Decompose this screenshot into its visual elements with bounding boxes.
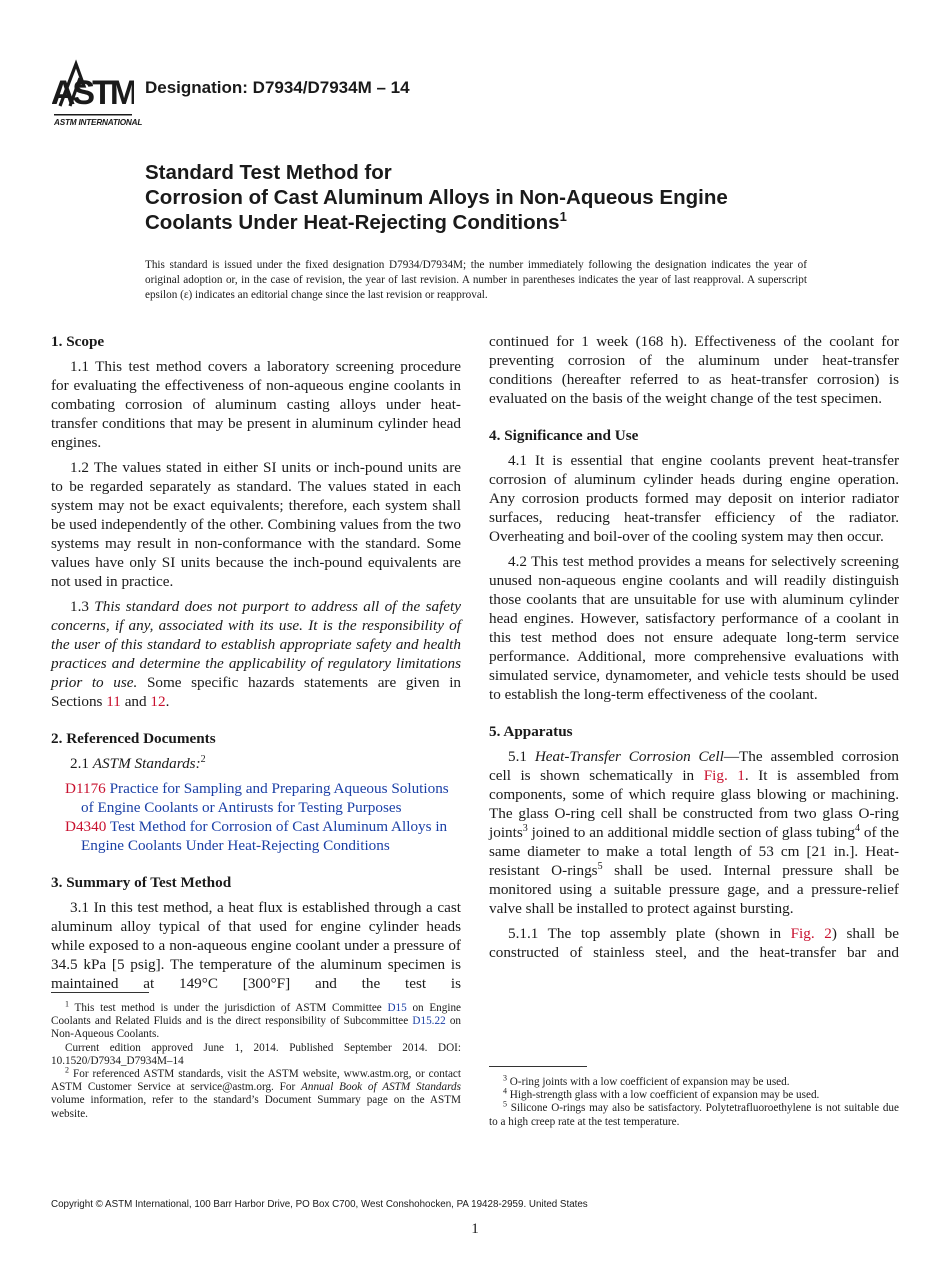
and-word: and xyxy=(124,693,147,710)
left-column xyxy=(51,332,461,999)
fig-2-link[interactable]: Fig. 2 xyxy=(790,925,832,942)
para-1-3-num: 1.3 xyxy=(70,598,89,615)
ref-d4340-code[interactable]: D4340 xyxy=(65,818,107,835)
footnote-2-mark-bottom: 2 xyxy=(65,1065,69,1075)
footnotes-right xyxy=(489,1073,899,1129)
footnote-rule-left xyxy=(51,992,149,993)
fig-1-link[interactable]: Fig. 1 xyxy=(703,767,745,784)
period: . xyxy=(165,693,170,710)
footnote-5-text: Silicone O-rings may also be satisfactory. Polytetrafluoroethylene is not suitable due to a high creep rate at the test temperature. xyxy=(489,1102,899,1128)
subcommittee-d15-22-link[interactable]: D15.22 xyxy=(412,1015,446,1028)
para-2-1-num: 2.1 xyxy=(70,755,89,772)
section-3-heading: 3. Summary of Test Method xyxy=(51,874,232,891)
para-5-1-1-text-a: 5.1.1 The top assembly plate (shown in xyxy=(508,925,782,942)
footnote-1-text-c: on Non-Aqueous Coolants. xyxy=(51,1015,462,1041)
title-line-1: Standard Test Method for xyxy=(145,161,392,184)
page-number: 1 xyxy=(471,1221,479,1237)
para-1-3 xyxy=(51,597,461,711)
para-5-1-text-d: of the same diameter to make a total length of 53 cm [21 in.]. Heat-resistant O-rings xyxy=(489,824,899,879)
footnote-1-mark: 1 xyxy=(65,999,69,1009)
title-line-2: Corrosion of Cast Aluminum Alloys in Non-Aqueous Engine xyxy=(145,186,728,209)
footnotes-left xyxy=(51,999,462,1121)
footnote-2-italic: Annual Book of ASTM Standards xyxy=(301,1081,461,1094)
footnote-3-text: O-ring joints with a low coefficient of expansion may be used. xyxy=(509,1076,790,1088)
footnote-5-mark: 5 xyxy=(503,1099,507,1109)
footnote-1 xyxy=(51,999,462,1042)
ref-d1176-title[interactable]: Practice for Sampling and Preparing Aqueous Solutions of Engine Coolants or Antirusts for Testing Purposes xyxy=(81,780,449,816)
logo-wordmark: ASTM INTERNATIONAL xyxy=(54,118,143,127)
ref-d1176 xyxy=(51,779,461,817)
footnote-2-text-b: volume information, refer to the standard’s Document Summary page on the ASTM website. xyxy=(51,1094,461,1120)
title-line-3 xyxy=(145,210,865,235)
section-11-link[interactable]: 11 xyxy=(106,693,121,710)
footnote-5-ref: 5 xyxy=(597,860,603,872)
para-5-1-text-a: —The assembled corrosion cell is shown schematically in xyxy=(489,748,899,784)
footnote-1-text-b: on Engine Coolants and Related Fluids and is the direct responsibility of Subcommittee xyxy=(51,1002,462,1028)
para-5-1-num: 5.1 xyxy=(508,748,527,765)
section-1-heading: 1. Scope xyxy=(51,333,105,350)
section-5-heading: 5. Apparatus xyxy=(489,723,573,740)
para-5-1 xyxy=(489,747,899,918)
document-title xyxy=(145,160,865,235)
title-line-3-text: Coolants Under Heat-Rejecting Conditions xyxy=(145,211,560,234)
para-3-1-continued: continued for 1 week (168 h). Effectiveness of the coolant for preventing corrosion of the aluminum under heat-transfer conditions (hereafter referred to as heat-transfer corrosion) is evaluated on the basis of the weight change of the test specimen. xyxy=(489,333,899,407)
footnote-5 xyxy=(489,1099,899,1128)
heat-transfer-cell-label: Heat-Transfer Corrosion Cell xyxy=(534,748,724,765)
astm-standards-label: ASTM Standards: xyxy=(92,755,201,772)
para-4-1: 4.1 It is essential that engine coolants prevent heat-transfer corrosion of aluminum cylinder heads during engine operation. Any corrosion products formed may deposit on interior radiator surfaces, reducing heat-transfer efficiency of the radiator. Overheating and boil-over of the cooling system may then occur. xyxy=(489,452,899,545)
footnote-4-text: High-strength glass with a low coefficient of expansion may be used. xyxy=(509,1089,820,1102)
issuance-note: This standard is issued under the fixed designation D7934/D7934M; the number immediately following the designation indicates the year of original adoption or, in the case of revision, the year of last revision. A number in parentheses indicates the year of last reapproval. A superscript epsilon (ε) indicates an editorial change since the last revision or reapproval. xyxy=(145,259,807,301)
para-1-1: 1.1 This test method covers a laboratory screening procedure for evaluating the effectiveness of non-aqueous engine coolants in combating corrosion of aluminum casting alloys under heat-transfer conditions that may be present in aluminum cylinder head engines. xyxy=(51,358,461,451)
footnote-4 xyxy=(489,1086,899,1102)
para-5-1-1-text-b: ) shall be constructed of stainless steel, and the heat-transfer bar and xyxy=(489,925,900,961)
footnote-rule-right xyxy=(489,1066,587,1067)
footnote-4-ref: 4 xyxy=(854,822,860,834)
ref-d4340 xyxy=(51,817,461,855)
footnote-2-mark: 2 xyxy=(200,753,206,765)
para-1-2: 1.2 The values stated in either SI units or inch-pound units are to be regarded separately as standard. The values stated in each system may not be exact equivalents; therefore, each system shall be used independently of the other. Combining values from the two systems may result in non-conformance with the standard. Some values have only SI units because the inch-pound equivalents are not used in practice. xyxy=(51,459,461,590)
edition-note: Current edition approved June 1, 2014. Published September 2014. DOI: 10.1520/D7934_D7934M–14 xyxy=(51,1041,461,1067)
para-5-1-text-c: joined to an additional middle section of glass tubing xyxy=(527,824,855,841)
ref-d1176-code[interactable]: D1176 xyxy=(65,780,106,797)
section-2-heading: 2. Referenced Documents xyxy=(51,730,216,747)
committee-d15-link[interactable]: D15 xyxy=(387,1002,407,1014)
safety-statement: This standard does not purport to address all of the safety concerns, if any, associated with its use. It is the responsibility of the user of this standard to establish appropriate safety and health practices and determine the applicability of regulatory limitations prior to use. xyxy=(51,598,461,691)
footnote-4-mark: 4 xyxy=(503,1086,507,1096)
section-4-heading: 4. Significance and Use xyxy=(489,427,639,444)
designation: Designation: D7934/D7934M – 14 xyxy=(145,78,410,97)
footnote-3-mark: 3 xyxy=(503,1073,507,1083)
svg-text:ASTM: ASTM xyxy=(52,74,134,112)
para-1-3-rest: Some specific hazards statements are given in Sections xyxy=(51,674,462,710)
footnote-2-text-a: For referenced ASTM standards, visit the ASTM website, www.astm.org, or contact ASTM Customer Service at service@astm.org. For xyxy=(51,1068,461,1094)
para-5-1-1 xyxy=(489,924,899,962)
footnote-2 xyxy=(51,1065,461,1121)
copyright-notice: Copyright © ASTM International, 100 Barr Harbor Drive, PO Box C700, West Conshohocken, PA 19428-2959. United States xyxy=(51,1199,588,1210)
para-2-1 xyxy=(51,754,461,773)
astm-logo xyxy=(52,56,143,132)
para-5-1-text-e: shall be used. Internal pressure shall be monitored using a suitable pressure gage, and a pressure-relief valve shall be installed to protect against bursting. xyxy=(489,862,899,917)
footnote-3 xyxy=(489,1073,899,1089)
footnote-3-ref: 3 xyxy=(522,822,528,834)
title-footnote-mark: 1 xyxy=(559,209,567,225)
footnote-1-text-a: This test method is under the jurisdiction of ASTM Committee xyxy=(74,1002,382,1014)
ref-d4340-title[interactable]: Test Method for Corrosion of Cast Aluminum Alloys in Engine Coolants Under Heat-Rejecting Conditions xyxy=(81,818,448,854)
para-5-1-text-b: . It is assembled from components, some of which require glass blowing or machining. The glass O-ring cell shall be constructed from two glass O-ring joints xyxy=(489,767,899,841)
para-4-2: 4.2 This test method provides a means for selectively screening unused non-aqueous engine coolants and will readily distinguish those coolants that are unsuitable for use with aluminum cylinder head engines. However, satisfactory performance of a coolant in this test method does not ensure adequate long-term service performance. Additional, more comprehensive evaluations with simulated service, dynamometer, and vehicle tests should be used to establish the long-term effectiveness of the coolant. xyxy=(489,553,899,703)
section-12-link[interactable]: 12 xyxy=(150,693,166,710)
para-3-1: 3.1 In this test method, a heat flux is established through a cast aluminum alloy typical of that used for engine cylinder heads while exposed to a non-aqueous engine coolant under a pressure of 34.5 kPa [5 psig]. The temperature of the aluminum specimen is maintained at 149°C [300°F] and the test is xyxy=(51,899,461,992)
right-column xyxy=(489,332,899,968)
